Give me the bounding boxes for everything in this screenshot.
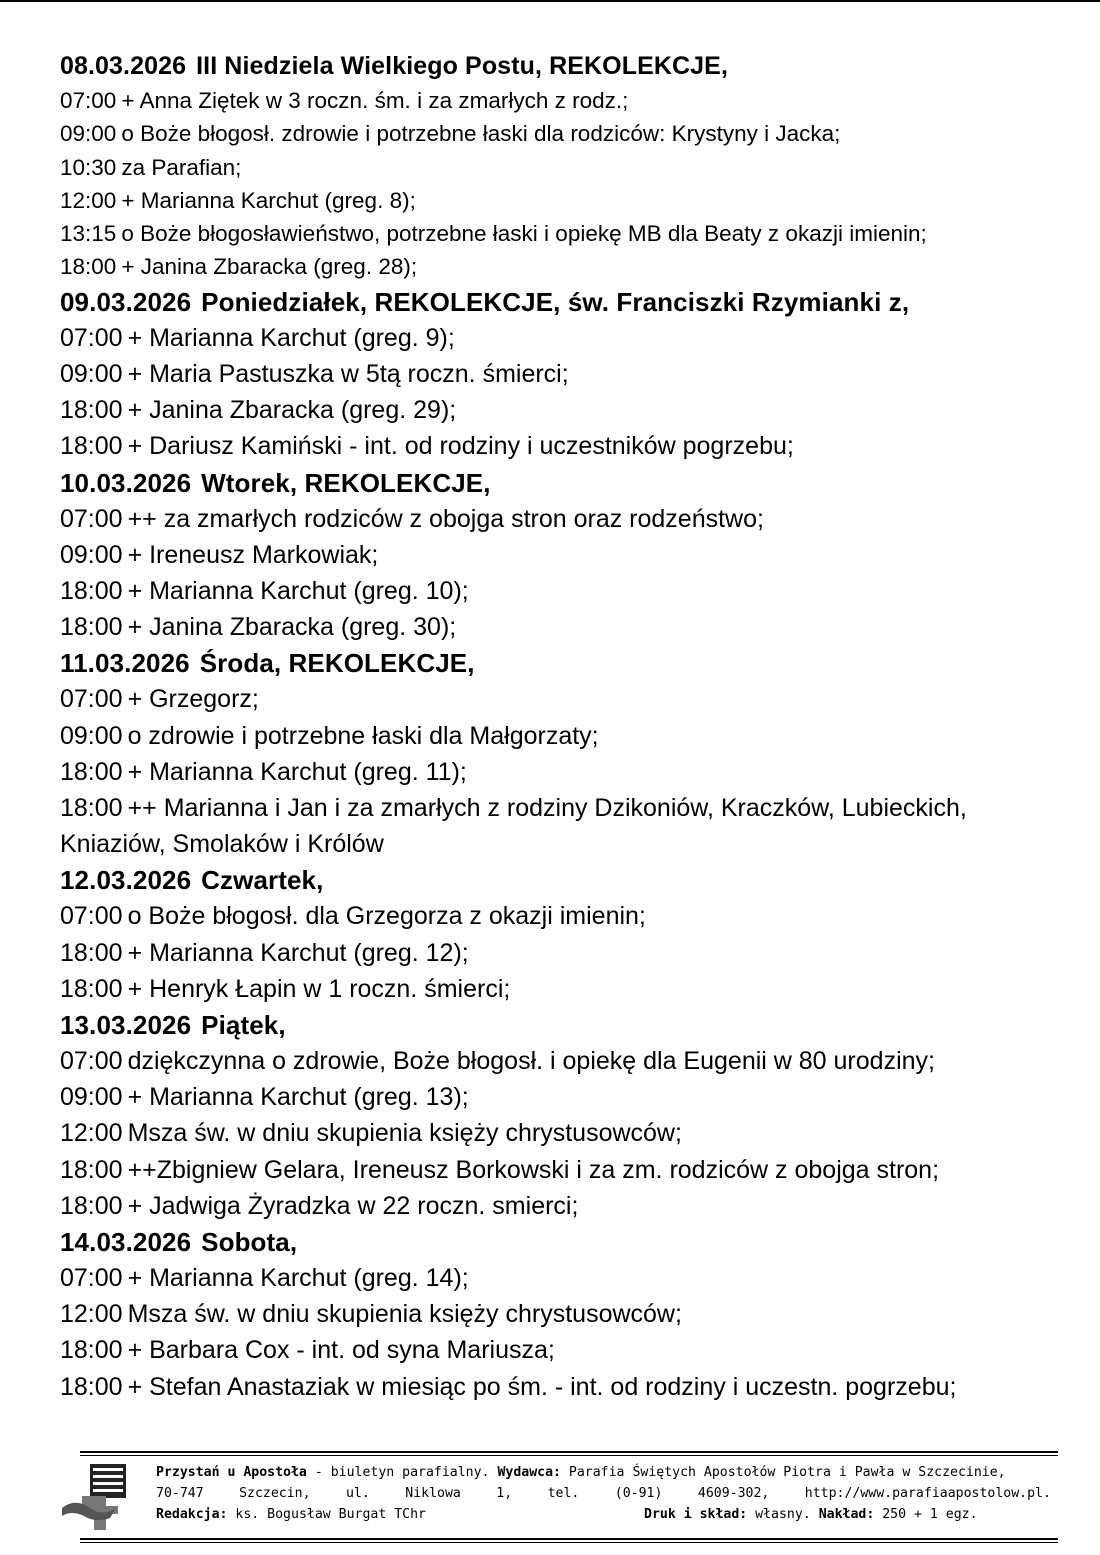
street: Niklowa [405,1486,461,1501]
mass-time: 18:00 [60,577,123,605]
imprint-text [156,1462,1051,1525]
mass-time: 18:00 [60,613,123,642]
publisher-label: Wydawca: [497,1465,561,1480]
mass-intention: + Marianna Karchut (greg. 9); [127,323,455,352]
mass-time: 12:00 [60,187,117,213]
day-title: Czwartek, [201,865,324,896]
day-title: Wtorek, REKOLEKCJE, [201,467,491,498]
mass-time: 07:00 [60,1047,123,1076]
day-section [60,862,1090,1007]
footer-rule-top-thin [80,1455,1058,1456]
mass-intention: + Stefan Anastaziak w miesiąc po śm. - int. od rodziny i uczestn. pogrzebu; [127,1372,957,1401]
mass-time: 18:00 [60,938,123,967]
mass-entry [60,320,1090,356]
mass-intention: + Jadwiga Żyradzka w 22 roczn. smierci; [127,1191,579,1220]
phone-number: 4609-302, [697,1486,770,1501]
mass-time: 18:00 [60,1336,123,1365]
mass-time: 09:00 [60,721,123,750]
mass-entry [60,609,1090,645]
mass-entry [60,718,1090,754]
day-title: III Niedziela Wielkiego Postu, REKOLEKCJE, [196,52,728,80]
mass-entry [60,84,1090,117]
mass-time: 10:30 [60,154,117,180]
mass-time: 18:00 [60,432,123,461]
mass-intention: + Marianna Karchut (greg. 10); [127,577,469,605]
footer-rule-top [80,1451,1058,1453]
publisher-name: Parafia Świętych Apostołów Piotra i Pawła w Szczecinie, [568,1465,1006,1480]
mass-intention: + Marianna Karchut (greg. 14); [127,1264,469,1293]
imprint-line-1 [156,1462,1051,1483]
mass-list [60,84,1090,284]
mass-time: 09:00 [60,121,117,147]
mass-entry [60,184,1090,217]
mass-list [60,1043,1090,1224]
mass-list [60,681,1090,862]
mass-entry [60,681,1090,717]
mass-intention: + Henryk Łapin w 1 roczn. śmierci; [127,974,511,1003]
mass-entry [60,754,1090,790]
mass-entry [60,971,1090,1007]
street-number: 1, [496,1486,513,1501]
day-date: 14.03.2026 [60,1227,192,1258]
mass-intention: + Marianna Karchut (greg. 11); [127,757,467,786]
bulletin-desc: - biuletyn parafialny. [314,1465,490,1480]
mass-time: 07:00 [60,88,117,113]
mass-entry [60,1152,1090,1188]
mass-entry [60,1369,1090,1405]
footer-rule-bottom-thin [80,1542,1058,1543]
mass-entry [60,1188,1090,1224]
mass-intention: + Dariusz Kamiński - int. od rodziny i uczestników pogrzebu; [127,432,794,461]
mass-time: 12:00 [60,1119,123,1148]
mass-intention: dziękczynna o zdrowie, Boże błogosł. i opiekę dla Eugenii w 80 urodziny; [127,1047,935,1076]
day-heading [60,1007,1090,1043]
mass-intention: o zdrowie i potrzebne łaski dla Małgorzaty; [127,721,599,750]
day-heading [60,862,1090,898]
imprint-line-2 [156,1483,1051,1504]
day-heading [60,284,1090,320]
mass-entry [60,790,1020,862]
mass-intention: za Parafian; [121,154,242,180]
editor-label: Redakcja: [156,1507,228,1522]
day-section [60,1007,1090,1224]
day-section [60,465,1090,646]
mass-time: 07:00 [60,902,123,931]
print-info [644,1504,978,1525]
mass-time: 09:00 [60,359,123,388]
mass-intention: + Janina Zbaracka (greg. 28); [121,254,418,280]
mass-time: 18:00 [60,974,123,1003]
bulletin-name: Przystań u Apostoła [156,1465,307,1480]
mass-intention: + Marianna Karchut (greg. 12); [127,938,469,967]
day-date: 09.03.2026 [60,286,192,317]
mass-intention: o Boże błogosł. dla Grzegorza z okazji imienin; [127,902,646,931]
footer-rule-bottom [80,1538,1058,1540]
city: Szczecin, [239,1486,311,1501]
day-date: 13.03.2026 [60,1010,192,1041]
day-section [60,48,1090,284]
mass-time: 07:00 [60,685,123,714]
mass-intention: + Marianna Karchut (greg. 8); [121,187,416,213]
imprint-line-3 [156,1504,1051,1525]
mass-intention: Msza św. w dniu skupienia księży chrystusowców; [127,1300,682,1329]
mass-intention: + Barbara Cox - int. od syna Mariusza; [127,1336,555,1365]
mass-entry [60,392,1090,428]
mass-entry [60,935,1090,971]
day-heading [60,465,1090,501]
mass-list [60,501,1090,646]
mass-intention: + Anna Ziętek w 3 roczn. śm. i za zmarłych z rodz.; [121,88,629,113]
street-prefix: ul. [345,1486,370,1501]
mass-time: 18:00 [60,396,123,425]
mass-time: 18:00 [60,757,123,786]
mass-time: 18:00 [60,1372,123,1401]
print-value: własny. [755,1507,811,1522]
mass-entry [60,1260,1090,1296]
mass-entry [60,1043,1090,1079]
mass-entry [60,1332,1090,1368]
day-section [60,645,1090,862]
mass-time: 18:00 [60,1191,123,1220]
mass-intention: Msza św. w dniu skupienia księży chrystusowców; [127,1119,682,1148]
imprint-footer [52,1440,1058,1550]
mass-time: 18:00 [60,794,123,823]
day-date: 11.03.2026 [60,648,190,679]
day-title: Środa, REKOLEKCJE, [199,648,475,679]
mass-schedule [60,48,1090,1405]
day-date: 12.03.2026 [60,865,192,896]
mass-entry [60,356,1090,392]
mass-entry [60,250,1090,283]
day-date: 10.03.2026 [60,467,192,498]
circulation-value: 250 + 1 egz. [882,1507,978,1522]
mass-intention: + Ireneusz Markowiak; [127,540,379,569]
mass-entry [60,1115,1090,1151]
mass-intention: + Grzegorz; [127,685,259,714]
mass-entry [60,117,1090,150]
day-section [60,1224,1090,1405]
mass-entry [60,428,1090,464]
mass-time: 07:00 [60,504,123,533]
mass-list [60,1260,1090,1405]
editor-name: ks. Bogusław Burgat TChr [235,1507,426,1522]
mass-intention: ++ Marianna i Jan i za zmarłych z rodziny Dzikoniów, Kraczków, Lubieckich, Kniaziów, Smolaków i Królów [60,794,967,859]
circulation-label: Nakład: [818,1507,875,1522]
day-title: Poniedziałek, REKOLEKCJE, św. Franciszki Rzymianki z, [201,286,910,317]
mass-time: 07:00 [60,1264,123,1293]
mass-entry [60,898,1090,934]
mass-time: 18:00 [60,1155,123,1184]
mass-time: 07:00 [60,323,123,352]
website: http://www.parafiaapostolow.pl. [804,1486,1051,1501]
mass-time: 09:00 [60,1083,123,1112]
mass-entry [60,573,1090,609]
mass-entry [60,151,1090,184]
top-border [0,0,1100,2]
mass-entry [60,1079,1090,1115]
day-heading [60,1224,1090,1260]
mass-time: 18:00 [60,254,117,280]
print-label: Druk i skład: [644,1507,748,1522]
day-section [60,284,1090,465]
mass-intention: o Boże błogosł. zdrowie i potrzebne łaski dla rodziców: Krystyny i Jacka; [121,121,841,147]
mass-list [60,320,1090,465]
mass-entry [60,217,1090,250]
mass-time: 09:00 [60,540,123,569]
mass-intention: ++ za zmarłych rodziców z obojga stron oraz rodzeństwo; [127,504,764,533]
parish-logo-icon [60,1462,130,1532]
mass-list [60,898,1090,1007]
postal-code: 70-747 [156,1486,204,1501]
mass-time: 12:00 [60,1300,123,1329]
day-heading [60,645,1090,681]
mass-entry [60,501,1090,537]
mass-intention: o Boże błogosławieństwo, potrzebne łaski i opiekę MB dla Beaty z okazji imienin; [121,221,927,247]
tel-label: tel. [547,1486,580,1501]
mass-intention: + Janina Zbaracka (greg. 29); [127,396,457,425]
mass-entry [60,537,1090,573]
area-code: (0-91) [614,1486,663,1501]
mass-entry [60,1296,1090,1332]
mass-intention: ++Zbigniew Gelara, Ireneusz Borkowski i za zm. rodziców z obojga stron; [127,1155,940,1184]
day-date: 08.03.2026 [60,52,187,80]
day-title: Sobota, [201,1227,298,1258]
day-heading [60,48,1090,84]
mass-intention: + Janina Zbaracka (greg. 30); [127,613,457,642]
mass-intention: + Maria Pastuszka w 5tą roczn. śmierci; [127,359,569,388]
mass-time: 13:15 [60,221,117,247]
day-title: Piątek, [201,1010,286,1041]
mass-intention: + Marianna Karchut (greg. 13); [127,1083,469,1112]
